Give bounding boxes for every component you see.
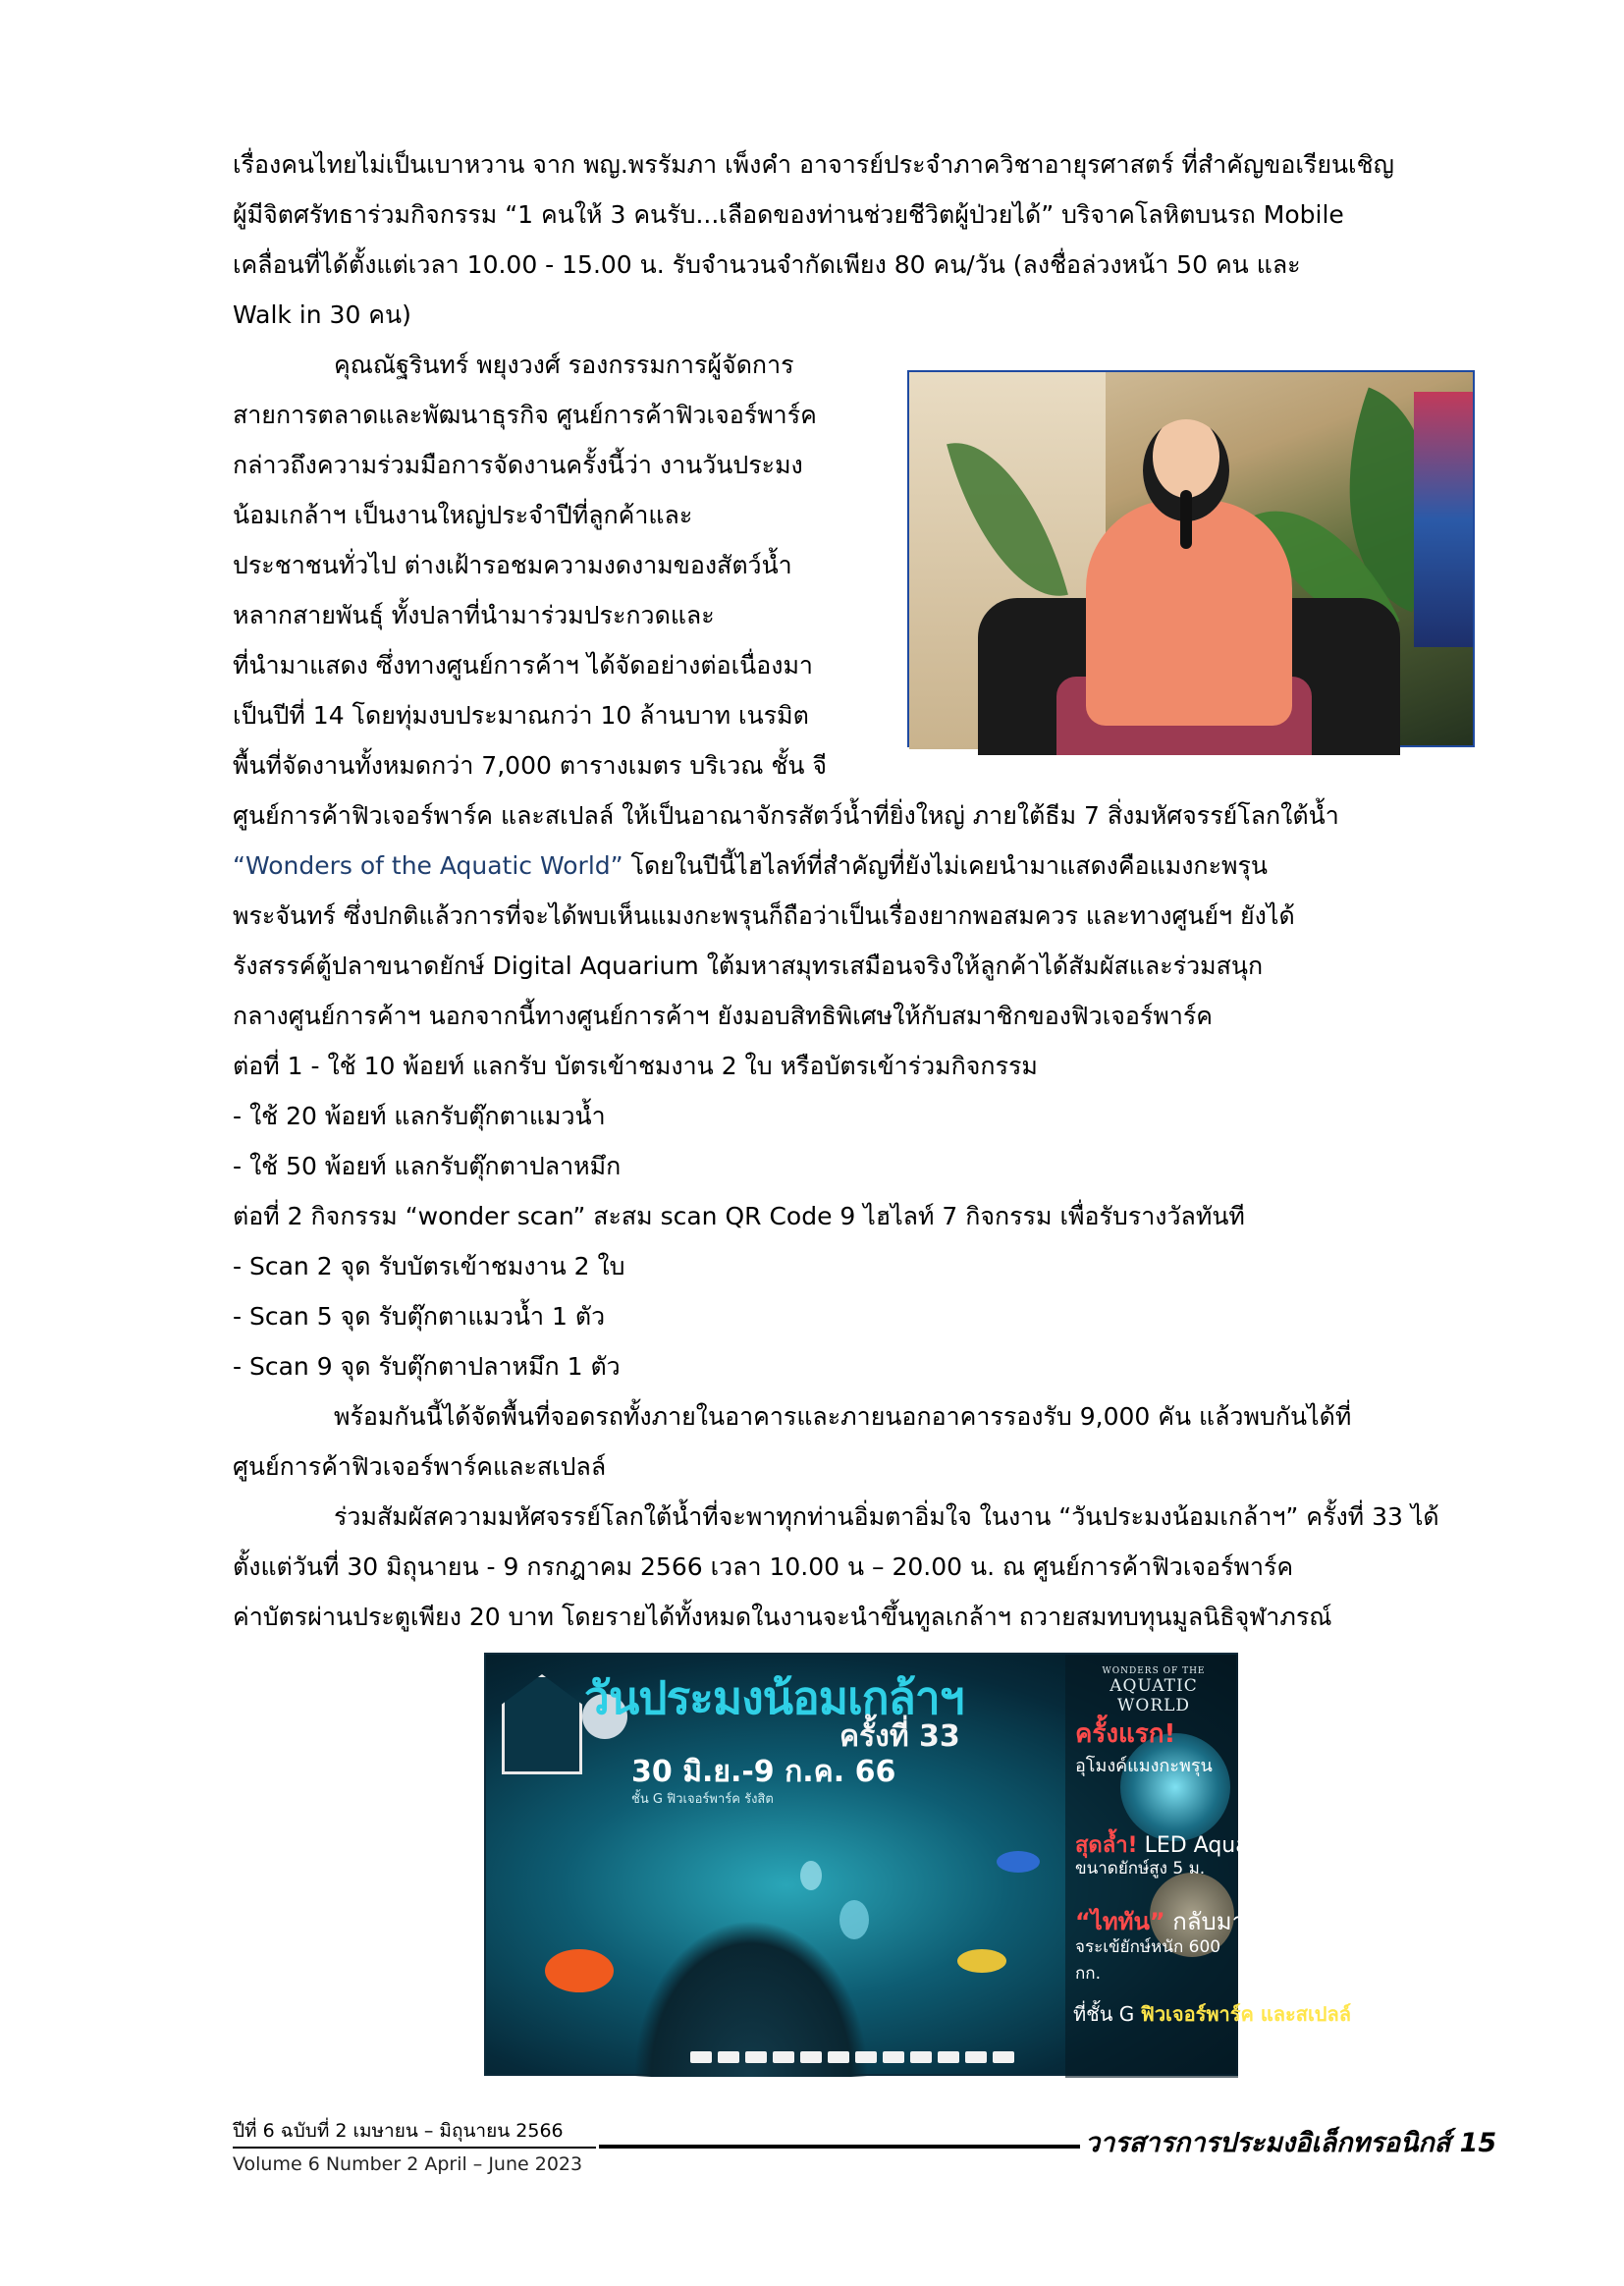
poster-edition: ครั้งที่ 33 — [839, 1719, 960, 1754]
body-text-line: รังสรรค์ตู้ปลาขนาดยักษ์ Digital Aquarium ใต้มหาสมุทรเสมือนจริงให้ลูกค้าได้สัมผัสและร่วมสนุก — [233, 952, 1264, 980]
body-text-line: หลากสายพันธุ์ ทั้งปลาที่นำมาร่วมประกวดและ — [233, 601, 715, 629]
body-text-line: ค่าบัตรผ่านประตูเพียง 20 บาท โดยรายได้ทั้งหมดในงานจะนำขึ้นทูลเกล้าฯ ถวายสมทบทุนมูลนิธิจุฬาภรณ์ — [233, 1603, 1332, 1631]
list-item: - ใช้ 50 พ้อยท์ แลกรับตุ๊กตาปลาหมึก — [233, 1152, 622, 1180]
body-text-line: ที่นำมาแสดง ซึ่งทางศูนย์การค้าฯ ได้จัดอย่างต่อเนื่องมา — [233, 651, 813, 680]
body-text-fragment: โดยในปีนี้ไฮไลท์ที่สำคัญที่ยังไม่เคยนำมาแสดงคือแมงกะพรุน — [623, 851, 1268, 880]
poster-title: วันประมงน้อมเกล้าฯ — [584, 1671, 964, 1724]
body-text-line: พื้นที่จัดงานทั้งหมดกว่า 7,000 ตารางเมตร บริเวณ ชั้น จี — [233, 751, 828, 780]
highlight-titan: “ไททัน” กลับมาโชว์ตัว! — [1075, 1908, 1326, 1935]
body-text-line: คุณณัฐรินทร์ พยุงวงศ์ รองกรรมการผู้จัดการ — [334, 351, 794, 379]
highlight-first-sub: อุโมงค์แมงกะพรุน — [1075, 1756, 1213, 1776]
body-text-line: ต่อที่ 1 - ใช้ 10 พ้อยท์ แลกรับ บัตรเข้าชมงาน 2 ใบ หรือบัตรเข้าร่วมกิจกรรม — [233, 1052, 1038, 1080]
body-text-line: ผู้มีจิตศรัทธาร่วมกิจกรรม “1 คนให้ 3 คนรับ...เลือดของท่านช่วยชีวิตผู้ป่วยได้” บริจาคโลหิตบนรถ Mobile — [233, 200, 1344, 229]
body-text-line: พร้อมกันนี้ได้จัดพื้นที่จอดรถทั้งภายในอาคารและภายนอกอาคารรองรับ 9,000 คัน แล้วพบกันได้ที่ — [334, 1402, 1352, 1431]
list-item: - Scan 5 จุด รับตุ๊กตาแมวน้ำ 1 ตัว — [233, 1302, 606, 1331]
event-poster — [484, 1653, 1351, 2076]
body-text-line: ศูนย์การค้าฟิวเจอร์พาร์คและสเปลล์ — [233, 1452, 607, 1481]
list-item: - Scan 2 จุด รับบัตรเข้าชมงาน 2 ใบ — [233, 1252, 625, 1280]
footer-rule — [599, 2145, 1080, 2149]
aquatic-world-logo: WONDERS OF THE AQUATIC WORLD — [1102, 1666, 1206, 1715]
footer-rule-thin — [233, 2147, 596, 2149]
journal-page-label: วารสารการประมงอิเล็กทรอนิกส์ 15 — [1085, 2128, 1497, 2158]
sponsor-logos — [494, 2051, 1230, 2071]
issue-info-en: Volume 6 Number 2 April – June 2023 — [233, 2153, 583, 2175]
body-text-line: Walk in 30 คน) — [233, 300, 411, 329]
speaker-photo — [907, 370, 1475, 747]
highlight-led-sub: ขนาดยักษ์สูง 5 ม. — [1075, 1859, 1206, 1878]
theme-name: “Wonders of the Aquatic World” — [233, 851, 623, 880]
body-text-line: เรื่องคนไทยไม่เป็นเบาหวาน จาก พญ.พรรัมภา เพ็งคำ อาจารย์ประจำภาควิชาอายุรศาสตร์ ที่สำคัญขอเรียนเชิญ — [233, 150, 1394, 179]
body-text-line: น้อมเกล้าฯ เป็นงานใหญ่ประจำปีที่ลูกค้าและ — [233, 501, 693, 529]
body-text-line: สายการตลาดและพัฒนาธุรกิจ ศูนย์การค้าฟิวเจอร์พาร์ค — [233, 401, 817, 429]
body-text-line: พระจันทร์ ซึ่งปกติแล้วการที่จะได้พบเห็นแมงกะพรุนก็ถือว่าเป็นเรื่องยากพอสมควร และทางศูนย์ฯ ยังได้ — [233, 901, 1295, 930]
body-text-line: ต่อที่ 2 กิจกรรม “wonder scan” สะสม scan QR Code 9 ไฮไลท์ 7 กิจกรรม เพื่อรับรางวัลทันที — [233, 1202, 1245, 1230]
body-text-line: กลางศูนย์การค้าฯ นอกจากนี้ทางศูนย์การค้าฯ ยังมอบสิทธิพิเศษให้กับสมาชิกของฟิวเจอร์พาร์ค — [233, 1002, 1214, 1030]
body-text-line: ตั้งแต่วันที่ 30 มิถุนายน - 9 กรกฎาคม 2566 เวลา 10.00 น – 20.00 น. ณ ศูนย์การค้าฟิวเจอร์พาร์ค — [233, 1552, 1294, 1581]
fisheries-emblem-icon — [502, 1674, 582, 1774]
body-text-line: ประชาชนทั่วไป ต่างเฝ้ารอชมความงดงามของสัตว์น้ำ — [233, 551, 792, 579]
list-item: - Scan 9 จุด รับตุ๊กตาปลาหมึก 1 ตัว — [233, 1352, 621, 1381]
issue-info-th: ปีที่ 6 ฉบับที่ 2 เมษายน – มิถุนายน 2566 — [233, 2120, 564, 2142]
body-text-line: ศูนย์การค้าฟิวเจอร์พาร์ค และสเปลล์ ให้เป็นอาณาจักรสัตว์น้ำที่ยิ่งใหญ่ ภายใต้ธีม 7 สิ่งมหัศจรรย์โลกใต้น้ำ — [233, 801, 1339, 830]
poster-date: 30 มิ.ย.-9 ก.ค. 66 — [631, 1755, 896, 1789]
highlight-titan-sub: จระเข้ยักษ์หนัก 600 กก. — [1075, 1937, 1221, 1984]
poster-location: ที่ชั้น G ฟิวเจอร์พาร์ค และสเปลล์ — [1073, 2002, 1351, 2026]
body-text-line: ร่วมสัมผัสความมหัศจรรย์โลกใต้น้ำที่จะพาทุกท่านอิ่มตาอิ่มใจ ในงาน “วันประมงน้อมเกล้าฯ” ครั้งที่ 33 ได้ — [334, 1502, 1439, 1531]
body-text-line: เคลื่อนที่ได้ตั้งแต่เวลา 10.00 - 15.00 น. รับจำนวนจำกัดเพียง 80 คน/วัน (ลงชื่อล่วงหน้า 50 คน และ — [233, 250, 1301, 279]
poster-venue: ชั้น G ฟิวเจอร์พาร์ค รังสิต — [631, 1792, 774, 1807]
body-text-line: กล่าวถึงความร่วมมือการจัดงานครั้งนี้ว่า งานวันประมง — [233, 451, 803, 479]
body-text-line: เป็นปีที่ 14 โดยทุ่มงบประมาณกว่า 10 ล้านบาท เนรมิต — [233, 701, 809, 730]
body-text-line — [233, 848, 1268, 884]
highlight-led: สุดล้ำ! LED Aquarium — [1075, 1833, 1299, 1858]
highlight-first: ครั้งแรก! — [1075, 1719, 1176, 1749]
list-item: - ใช้ 20 พ้อยท์ แลกรับตุ๊กตาแมวน้ำ — [233, 1102, 606, 1130]
